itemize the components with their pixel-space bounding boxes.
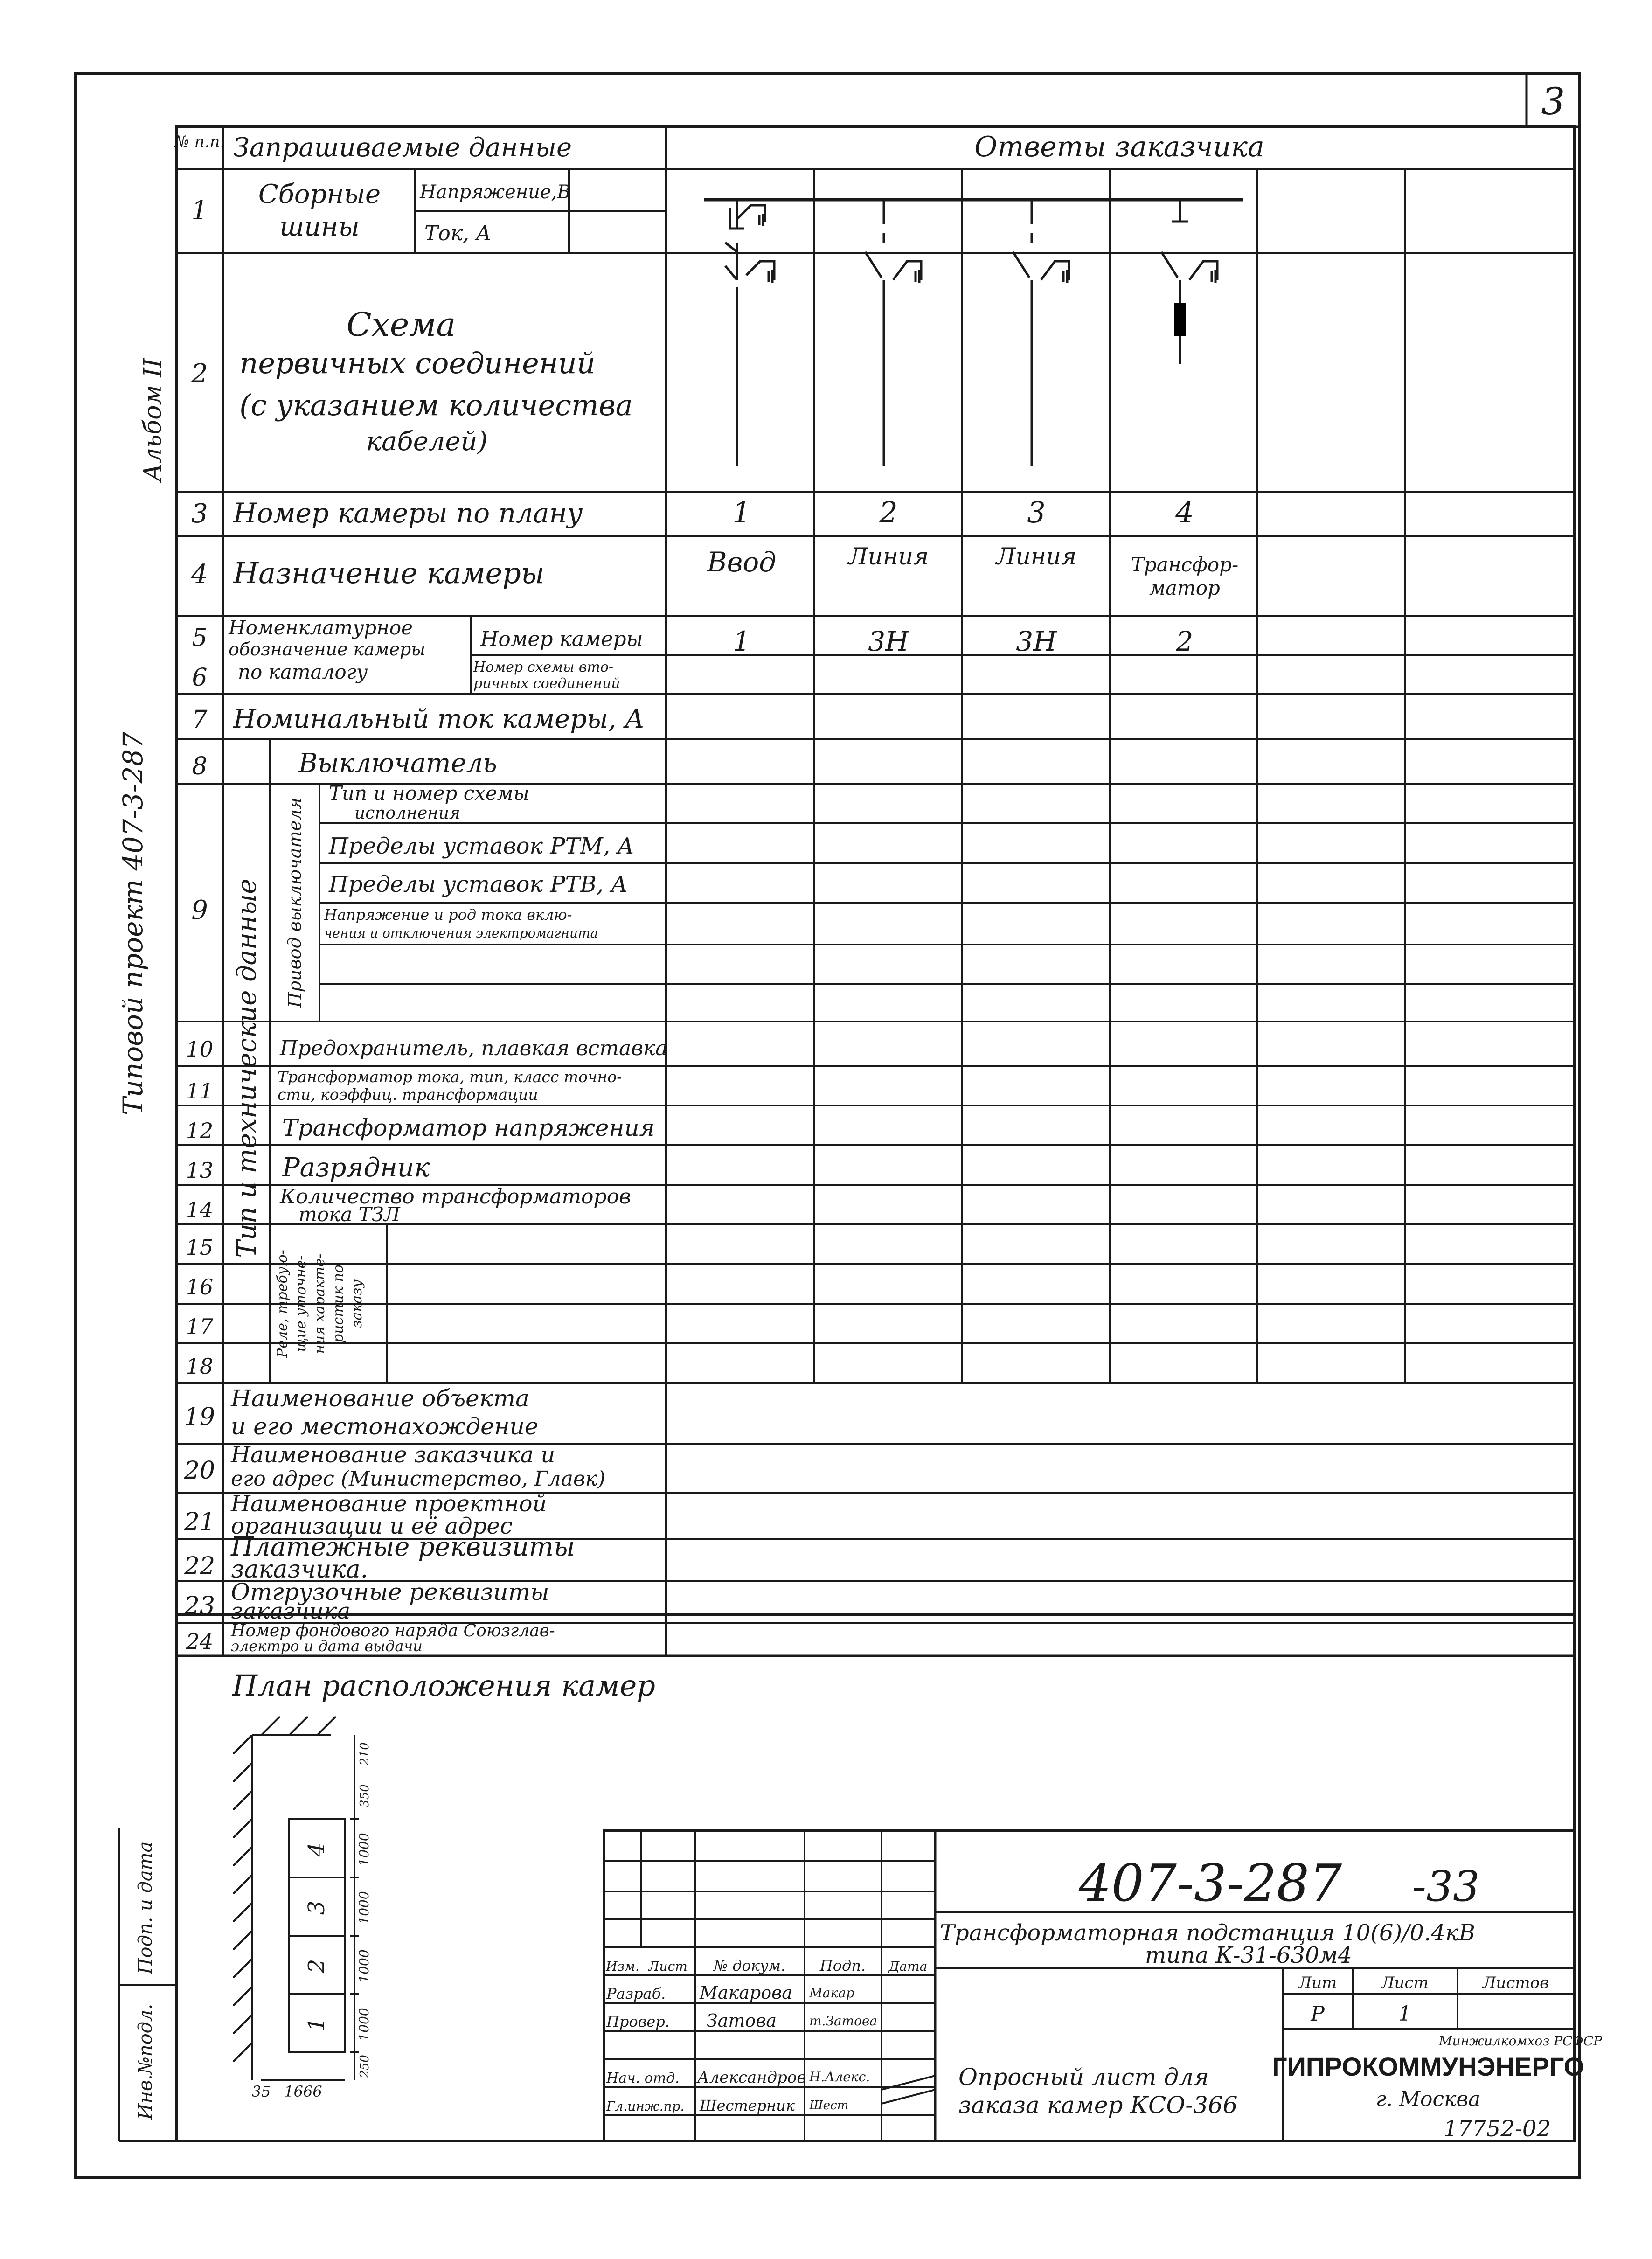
svg-text:1666: 1666 — [284, 2083, 322, 2100]
svg-text:6: 6 — [192, 664, 208, 692]
svg-text:250: 250 — [358, 2055, 372, 2078]
svg-text:1000: 1000 — [356, 1891, 372, 1925]
plan-cell-labels — [304, 1842, 330, 2032]
svg-text:Макар: Макар — [809, 1985, 854, 2001]
row-3 — [191, 497, 583, 529]
svg-text:исполнения: исполнения — [354, 804, 460, 823]
svg-text:Лист: Лист — [1381, 1974, 1429, 1992]
svg-text:Трансфор-: Трансфор- — [1131, 553, 1239, 576]
svg-text:12: 12 — [186, 1118, 214, 1143]
svg-text:1: 1 — [1398, 2002, 1411, 2026]
stamp-org-2: ГИПРОКОММУНЭНЕРГО — [1272, 2052, 1584, 2081]
svg-text:2: 2 — [879, 495, 898, 529]
svg-text:Шестерник: Шестерник — [700, 2097, 795, 2114]
svg-text:210: 210 — [358, 1742, 372, 1765]
svg-text:ристик по: ристик по — [330, 1265, 347, 1343]
svg-text:Гл.инж.пр.: Гл.инж.пр. — [606, 2099, 685, 2114]
svg-text:Лит: Лит — [1298, 1974, 1337, 1992]
svg-text:сти, коэффиц. трансформации: сти, коэффиц. трансформации — [278, 1085, 538, 1104]
row-19 — [184, 1385, 538, 1440]
svg-text:Затова: Затова — [707, 2010, 777, 2031]
svg-text:заказу: заказу — [349, 1279, 365, 1328]
row-23 — [184, 1578, 549, 1624]
svg-text:1000: 1000 — [356, 1949, 372, 1983]
album-label: Альбом II — [139, 358, 167, 482]
row-2 — [191, 306, 633, 457]
page-number: 3 — [1541, 80, 1565, 123]
svg-text:9: 9 — [191, 895, 208, 925]
svg-text:Н.Алекс.: Н.Алекс. — [809, 2069, 870, 2085]
svg-text:Провер.: Провер. — [606, 2013, 670, 2030]
svg-text:Привод выключателя: Привод выключателя — [285, 797, 305, 1008]
plan-title: План расположения камер — [232, 1668, 655, 1703]
answers-row-4 — [707, 543, 1238, 599]
svg-text:16: 16 — [186, 1274, 214, 1300]
svg-text:Отгрузочные реквизиты: Отгрузочные реквизиты — [231, 1578, 549, 1606]
answers-row-3 — [732, 495, 1194, 529]
svg-text:22: 22 — [184, 1552, 215, 1580]
svg-text:Номинальный ток камеры, А: Номинальный ток камеры, А — [233, 704, 645, 734]
svg-text:Номер фондового наряда Союзгла: Номер фондового наряда Союзглав- — [231, 1621, 555, 1640]
svg-text:17: 17 — [186, 1314, 214, 1339]
project-label: Типовой проект 407-3-287 — [117, 731, 149, 1116]
cell-4-schematic — [1161, 200, 1217, 364]
svg-text:Александров: Александров — [697, 2068, 806, 2087]
svg-text:Листов: Листов — [1483, 1974, 1549, 1992]
svg-text:8: 8 — [192, 752, 208, 780]
svg-text:Разрядник: Разрядник — [282, 1153, 430, 1183]
svg-text:Линия: Линия — [848, 543, 929, 570]
svg-text:Наименование объекта: Наименование объекта — [231, 1385, 529, 1412]
svg-text:35: 35 — [251, 2083, 271, 2100]
header-number: № п.п. — [174, 132, 225, 151]
floor-plan — [233, 1717, 359, 2080]
svg-text:заказчика.: заказчика. — [231, 1556, 368, 1584]
row-7 — [192, 704, 644, 734]
cell-2-schematic — [865, 200, 921, 466]
stamp-names — [696, 1982, 806, 2114]
svg-text:2: 2 — [191, 359, 208, 389]
svg-text:Схема: Схема — [346, 306, 456, 344]
svg-text:4: 4 — [304, 1842, 330, 1857]
svg-text:кабелей): кабелей) — [366, 426, 488, 457]
svg-text:1000: 1000 — [356, 1833, 372, 1866]
svg-text:ричных соединений: ричных соединений — [473, 675, 620, 692]
svg-text:№ докум.: № докум. — [713, 1957, 786, 1974]
svg-text:3: 3 — [1027, 495, 1046, 529]
svg-text:Трансформатор тока, тип, класс: Трансформатор тока, тип, класс точно- — [278, 1068, 622, 1086]
svg-text:матор: матор — [1149, 577, 1220, 599]
row-22 — [184, 1532, 575, 1584]
svg-text:3Н: 3Н — [1016, 626, 1057, 657]
svg-text:Пределы уставок РТМ, А: Пределы уставок РТМ, А — [329, 833, 634, 859]
stamp-sheet-info — [1298, 1974, 1549, 2026]
svg-text:по каталогу: по каталогу — [238, 660, 368, 683]
svg-text:4: 4 — [1175, 495, 1194, 529]
row-8 — [192, 748, 497, 780]
svg-text:Макарова: Макарова — [700, 1982, 792, 2003]
svg-text:электро и дата выдачи: электро и дата выдачи — [231, 1637, 423, 1655]
stamp-title-1: Трансформаторная подстанция 10(6)/0.4кВ — [940, 1920, 1475, 1946]
svg-text:24: 24 — [186, 1629, 214, 1654]
stamp-column-headers — [605, 1957, 927, 1974]
row-24 — [186, 1621, 555, 1655]
row-5-6 — [192, 616, 643, 692]
header-customer-answers: Ответы заказчика — [974, 131, 1264, 163]
svg-text:Напряжение и род тока вклю-: Напряжение и род тока вклю- — [324, 906, 572, 924]
svg-text:ния характе-: ния характе- — [312, 1253, 328, 1354]
svg-text:Назначение камеры: Назначение камеры — [233, 556, 545, 590]
tech-data-group-label: Тип и технические данные — [232, 878, 262, 1258]
svg-text:Ток, А: Ток, А — [424, 222, 492, 245]
svg-text:4: 4 — [191, 559, 208, 590]
svg-text:Разраб.: Разраб. — [606, 1985, 666, 2002]
rows-15-18 — [186, 1235, 365, 1379]
stamp-title-2: типа К-31-630м4 — [1145, 1942, 1352, 1968]
svg-text:Пределы уставок РТВ, А: Пределы уставок РТВ, А — [329, 871, 628, 897]
stamp-doc-title-1: Опросный лист для — [958, 2064, 1209, 2091]
svg-text:Предохранитель, плавкая вставк: Предохранитель, плавкая вставка — [280, 1036, 668, 1060]
svg-text:тока ТЗЛ: тока ТЗЛ — [298, 1203, 400, 1226]
stamp-doc-title-2: заказа камер КСО-366 — [958, 2092, 1238, 2119]
svg-text:Р: Р — [1311, 2002, 1325, 2026]
svg-text:Изм.: Изм. — [606, 1959, 639, 1974]
svg-text:Шест: Шест — [809, 2099, 849, 2113]
svg-text:5: 5 — [192, 624, 208, 652]
row-20 — [184, 1442, 605, 1491]
svg-text:2: 2 — [1176, 626, 1194, 657]
svg-text:заказчика: заказчика — [231, 1598, 351, 1624]
svg-text:Наименование проектной: Наименование проектной — [231, 1491, 547, 1517]
svg-text:Сборные: Сборные — [258, 179, 381, 209]
svg-text:20: 20 — [184, 1457, 215, 1485]
svg-text:7: 7 — [192, 706, 208, 734]
svg-text:11: 11 — [186, 1078, 214, 1104]
svg-text:15: 15 — [186, 1235, 214, 1260]
svg-text:шины: шины — [279, 212, 360, 242]
svg-text:Реле, требую-: Реле, требую- — [274, 1250, 291, 1358]
svg-text:и его местонахождение: и его местонахождение — [231, 1413, 539, 1440]
svg-text:19: 19 — [184, 1403, 215, 1431]
svg-text:организации и её адрес: организации и её адрес — [231, 1513, 513, 1539]
svg-text:1000: 1000 — [356, 2008, 372, 2041]
svg-text:Дата: Дата — [888, 1959, 928, 1974]
svg-text:(с указанием количества: (с указанием количества — [239, 388, 633, 422]
answers-row-5 — [733, 626, 1194, 657]
header-requested-data: Запрашиваемые данные — [233, 132, 572, 163]
svg-text:3: 3 — [304, 1900, 330, 1915]
svg-text:Количество трансформаторов: Количество трансформаторов — [280, 1185, 631, 1209]
inventory-number-label: Инв.№подл. — [135, 2003, 156, 2120]
signature-date-label: Подп. и дата — [135, 1841, 156, 1974]
svg-text:Напряжение,В: Напряжение,В — [420, 181, 571, 203]
archive-number: 17752-02 — [1444, 2116, 1551, 2142]
svg-text:обозначение камеры: обозначение камеры — [229, 639, 426, 660]
svg-text:его адрес (Министерство, Главк: его адрес (Министерство, Главк) — [231, 1467, 606, 1491]
stamp-org-1: Минжилкомхоз РСФСР — [1438, 2033, 1603, 2049]
svg-text:Номенклатурное: Номенклатурное — [229, 616, 413, 639]
cell-1-schematic — [725, 200, 774, 466]
svg-text:3: 3 — [191, 499, 208, 529]
svg-text:Лист: Лист — [648, 1959, 687, 1974]
svg-text:первичных соединений: первичных соединений — [239, 346, 596, 380]
svg-text:13: 13 — [186, 1158, 214, 1183]
svg-text:1: 1 — [304, 2017, 330, 2032]
svg-text:Номер схемы вто-: Номер схемы вто- — [473, 659, 614, 675]
svg-text:2: 2 — [304, 1959, 330, 1974]
cell-3-schematic — [1013, 200, 1069, 466]
svg-text:т.Затова: т.Затова — [809, 2013, 877, 2029]
stamp-sheet-suffix: -33 — [1412, 1862, 1480, 1911]
svg-text:1: 1 — [191, 195, 208, 226]
svg-text:щие уточне-: щие уточне- — [293, 1255, 309, 1352]
row-4 — [191, 556, 544, 590]
svg-text:21: 21 — [184, 1508, 215, 1536]
svg-text:10: 10 — [186, 1036, 214, 1062]
svg-text:Подп.: Подп. — [819, 1957, 866, 1974]
primary-circuit-schematic — [704, 200, 1243, 466]
svg-text:1: 1 — [732, 495, 751, 529]
svg-text:чения и отключения электромагн: чения и отключения электромагнита — [324, 925, 598, 941]
svg-text:Трансформатор напряжения: Трансформатор напряжения — [282, 1114, 655, 1141]
svg-text:Платежные реквизиты: Платежные реквизиты — [231, 1532, 575, 1562]
stamp-code: 407-3-287 — [1078, 1853, 1342, 1913]
svg-text:3Н: 3Н — [868, 626, 909, 657]
svg-text:350: 350 — [358, 1784, 372, 1807]
svg-text:14: 14 — [186, 1197, 214, 1223]
svg-text:Выключатель: Выключатель — [298, 748, 497, 778]
svg-text:Нач. отд.: Нач. отд. — [606, 2070, 680, 2086]
svg-text:18: 18 — [186, 1354, 214, 1379]
svg-text:Линия: Линия — [996, 543, 1077, 570]
svg-text:23: 23 — [184, 1592, 215, 1620]
stamp-org-3: г. Москва — [1375, 2087, 1481, 2111]
svg-text:Наименование заказчика и: Наименование заказчика и — [231, 1442, 555, 1468]
svg-text:Номер камеры: Номер камеры — [480, 627, 643, 651]
svg-text:1: 1 — [733, 626, 750, 657]
svg-text:Номер камеры по плану: Номер камеры по плану — [233, 497, 583, 529]
svg-text:Ввод: Ввод — [707, 546, 777, 578]
svg-text:Тип и номер схемы: Тип и номер схемы — [329, 782, 529, 805]
row-1 — [191, 179, 570, 245]
